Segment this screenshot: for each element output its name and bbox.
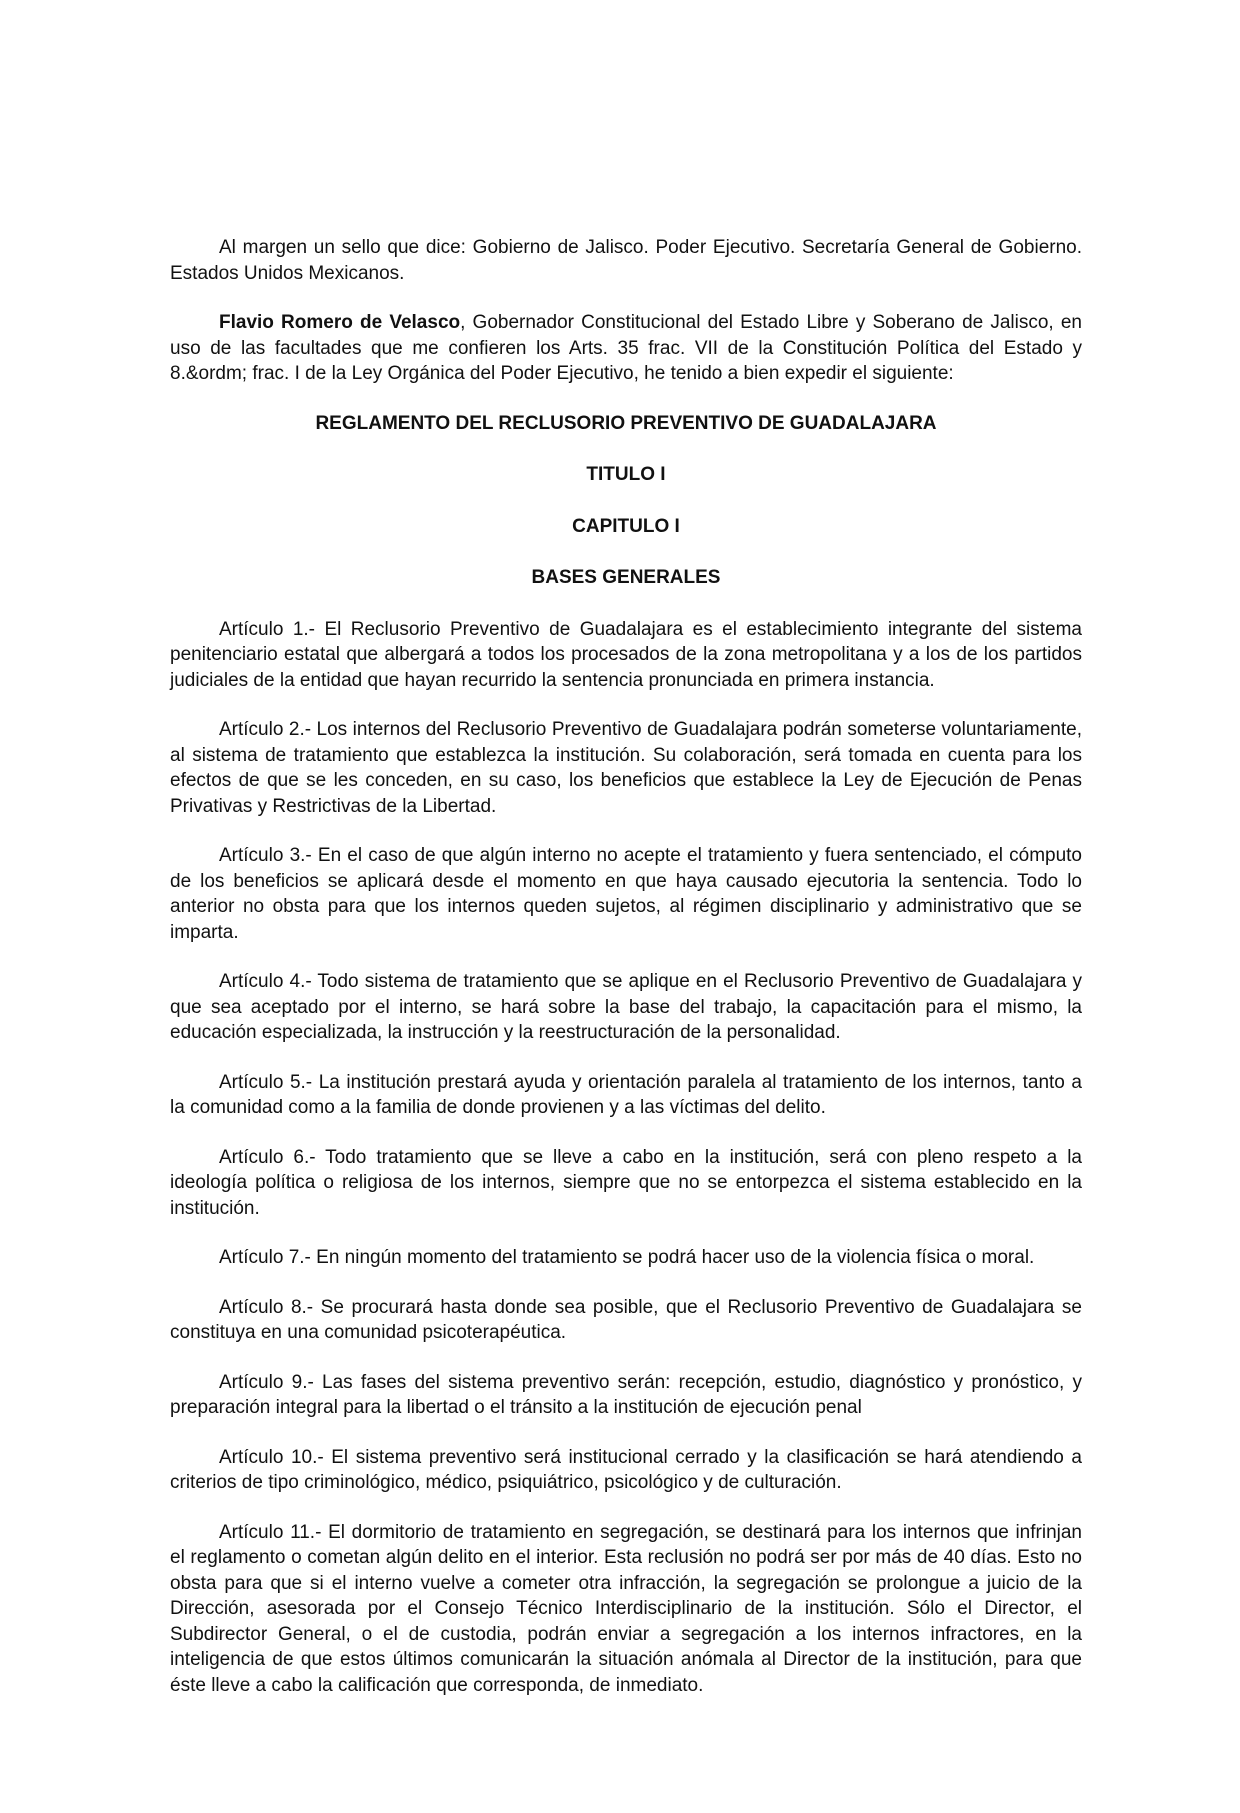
titulo-heading: TITULO I [586,464,666,485]
document-body [170,235,1082,1722]
article-1: Artículo 1.- El Reclusorio Preventivo de Guadalajara es el establecimiento integrante del sistema penitenciario estatal que albergará a todos los procesados de la zona metropolitana y a los de los partidos judiciales de la entidad que hayan recurrido la sentencia pronunciada en primera instancia. [170,618,1082,691]
governor-paragraph [170,310,1082,387]
article-2: Artículo 2.- Los internos del Reclusorio Preventivo de Guadalajara podrán someterse voluntariamente, al sistema de tratamiento que establezca la institución. Su colaboración, será tomada en cuenta para los efectos de que se les conceden, en su caso, los beneficios que establece la Ley de Ejecución de Penas Privativas y Restrictivas de la Libertad. [170,719,1082,817]
governor-text: , Gobernador Constitucional del Estado Libre y Soberano de Jalisco, en uso de las facultades que me confieren los Arts. 35 frac. VII de la Constitución Política del Estado y 8.&ordm; frac. I de la Ley Orgánica del Poder Ejecutivo, he tenido a bien expedir el siguiente: [170,312,1083,384]
governor-name: Flavio Romero de Velasco [219,312,461,333]
capitulo-heading: CAPITULO I [572,515,680,537]
article-9: Artículo 9.- Las fases del sistema preventivo serán: recepción, estudio, diagnóstico y pronóstico, y preparación integral para la libertad o el tránsito a la institución de ejecución penal [170,1371,1082,1418]
regulation-title: REGLAMENTO DEL RECLUSORIO PREVENTIVO DE GUADALAJARA [315,412,937,434]
section-heading: BASES GENERALES [531,567,721,588]
article-6: Artículo 6.- Todo tratamiento que se lleve a cabo en la institución, será con pleno respeto a la ideología política o religiosa de los internos, siempre que no se entorpezca el sistema establecido en la institución. [170,1146,1082,1219]
seal-paragraph: Al margen un sello que dice: Gobierno de Jalisco. Poder Ejecutivo. Secretaría General de Gobierno. Estados Unidos Mexicanos. [170,237,1082,284]
article-8: Artículo 8.- Se procurará hasta donde sea posible, que el Reclusorio Preventivo de Guadalajara se constituya en una comunidad psicoterapéutica. [170,1296,1082,1343]
article-3: Artículo 3.- En el caso de que algún interno no acepte el tratamiento y fuera sentenciado, el cómputo de los beneficios se aplicará desde el momento en que haya causado ejecutoria la sentencia. Todo lo anterior no obsta para que los internos queden sujetos, al régimen disciplinario y administrativo que se imparta. [170,845,1082,943]
article-10: Artículo 10.- El sistema preventivo será institucional cerrado y la clasificación se hará atendiendo a criterios de tipo criminológico, médico, psiquiátrico, psicológico y de culturación. [170,1446,1082,1493]
article-4: Artículo 4.- Todo sistema de tratamiento que se aplique en el Reclusorio Preventivo de Guadalajara y que sea aceptado por el interno, se hará sobre la base del trabajo, la capacitación para el mismo, la educación especializada, la instrucción y la reestructuración de la personalidad. [170,971,1082,1043]
article-11: Artículo 11.- El dormitorio de tratamiento en segregación, se destinará para los internos que infrinjan el reglamento o cometan algún delito en el interior. Esta reclusión no podrá ser por más de 40 días. Esto no obsta para que si el interno vuelve a cometer otra infracción, la segregación se prolongue a juicio de la Dirección, asesorada por el Consejo Técnico Interdisciplinario de la institución. Sólo el Director, el Subdirector General, o el de custodia, podrán enviar a segregación a los internos infractores, en la inteligencia de que estos últimos comunicarán la situación anómala al Director de la institución, para que éste lleve a cabo la calificación que corresponda, de inmediato. [170,1521,1082,1696]
article-7: Artículo 7.- En ningún momento del tratamiento se podrá hacer uso de la violencia física o moral. [219,1247,1035,1268]
article-5: Artículo 5.- La institución prestará ayuda y orientación paralela al tratamiento de los internos, tanto a la comunidad como a la familia de donde provienen y a las víctimas del delito. [170,1071,1082,1118]
